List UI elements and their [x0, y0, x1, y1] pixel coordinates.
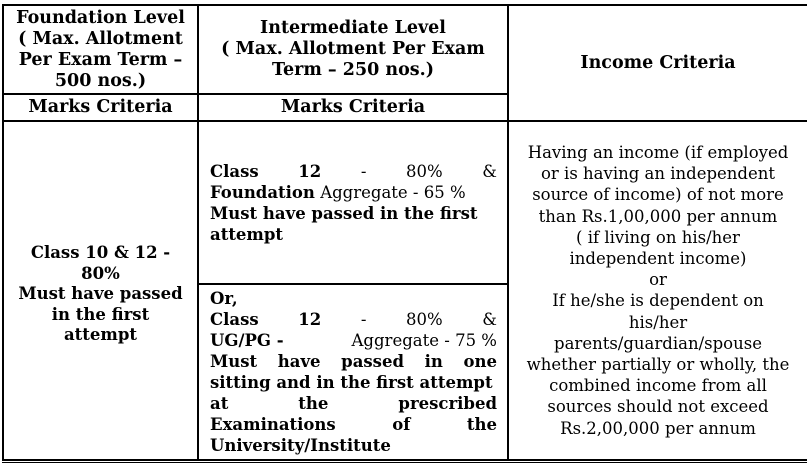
foundation-level-header [4, 6, 197, 93]
class-number: 12 [298, 162, 322, 181]
income-line: Rs.2,00,000 per annum [560, 418, 756, 438]
foundation-criteria-line: Must have passed [18, 284, 183, 304]
income-line: or [649, 270, 667, 290]
option1-line3: Must have passed in the first [210, 204, 478, 223]
income-line: or is having an independent [540, 164, 776, 184]
ugpg-keyword: UG/PG - [210, 331, 284, 350]
intermediate-level-header [199, 6, 507, 93]
income-line: combined income from all [549, 376, 767, 396]
option2-or: Or, [210, 289, 238, 308]
foundation-criteria-line: 80% [81, 263, 120, 283]
class-label: Class [210, 162, 259, 181]
intermediate-marks-criteria-label [199, 95, 507, 120]
income-line: If he/she is dependent on [552, 291, 764, 311]
ampersand: & [482, 310, 497, 329]
aggregate-text: Aggregate - 75 % [351, 331, 497, 350]
income-line: than Rs.1,00,000 per annum [538, 206, 778, 226]
aggregate-text: Aggregate - 65 % [320, 183, 466, 202]
option2-line6: Examinations of the [210, 415, 497, 434]
income-line: Having an income (if employed [527, 143, 789, 162]
foundation-header-line: ( Max. Allotment [18, 28, 183, 49]
intermediate-header-line: Intermediate Level [260, 18, 446, 38]
line-text: Must have passed in one [210, 352, 497, 371]
marks-criteria-text: Marks Criteria [28, 97, 173, 117]
ampersand: & [482, 162, 497, 181]
foundation-criteria-line: in the first [51, 304, 150, 324]
class-number: 12 [298, 310, 322, 329]
income-line: whether partially or wholly, the [526, 355, 790, 375]
foundation-criteria-line: Class 10 & 12 - [30, 243, 171, 263]
intermediate-option-2-cell [199, 285, 507, 459]
income-line: parents/guardian/spouse [554, 333, 762, 353]
income-line: source of income) of not more [532, 185, 784, 205]
dash: - [360, 310, 367, 329]
dash: - [360, 162, 367, 181]
percent: 80% [406, 162, 443, 181]
option2-line2 [210, 330, 497, 351]
option1-line4: attempt [210, 225, 284, 244]
foundation-header-line: 500 nos.) [54, 70, 147, 91]
percent: 80% [406, 310, 443, 329]
income-line: ( if living on his/her [576, 227, 740, 247]
foundation-marks-criteria-label [4, 95, 197, 120]
foundation-header-line: Foundation Level [16, 7, 185, 28]
marks-criteria-text: Marks Criteria [280, 97, 426, 117]
income-line: sources should not exceed [547, 397, 769, 417]
option2-line1 [210, 309, 497, 330]
option2-line4: sitting and in the first attempt [210, 373, 493, 392]
income-line: independent income) [569, 249, 747, 269]
intermediate-header-line: Term – 250 nos.) [271, 60, 435, 80]
income-line: his/her [628, 312, 688, 332]
income-criteria-title: Income Criteria [580, 52, 736, 73]
foundation-header-line: Per Exam Term – [18, 49, 183, 70]
border-bottom [2, 459, 807, 461]
foundation-criteria-cell [4, 122, 197, 459]
option2-line5: at the prescribed [210, 394, 497, 413]
foundation-criteria-line: attempt [63, 325, 138, 345]
option2-line7: University/Institute [210, 436, 391, 455]
income-criteria-cell [509, 122, 807, 459]
intermediate-header-line: ( Max. Allotment Per Exam [221, 39, 485, 59]
income-criteria-header [509, 6, 807, 120]
class-label: Class [210, 310, 259, 329]
intermediate-option-1-cell [199, 122, 507, 283]
option1-line1 [210, 161, 497, 182]
option1-line2 [210, 182, 497, 203]
border-under [2, 462, 807, 463]
option2-line3 [210, 351, 497, 372]
foundation-keyword: Foundation [210, 183, 315, 202]
